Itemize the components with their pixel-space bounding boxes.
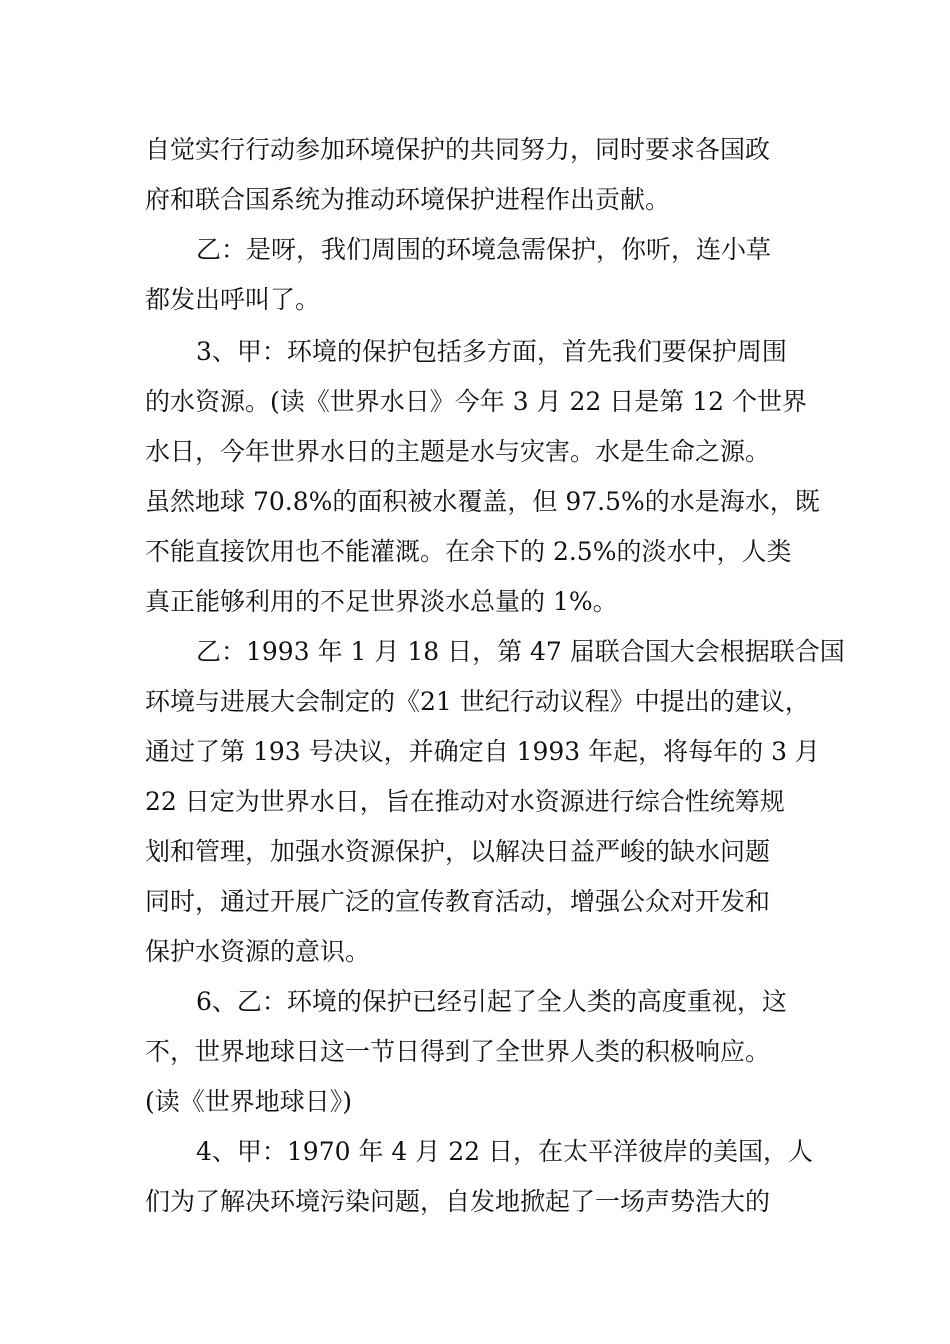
- text-line: 同时，通过开展广泛的宣传教育活动，增强公众对开发和: [145, 887, 771, 916]
- text-line: 4、甲：1970 年 4 月 22 日，在太平洋彼岸的美国，人: [196, 1137, 813, 1166]
- text-line: 22 日定为世界水日，旨在推动对水资源进行综合性统筹规: [145, 787, 785, 816]
- text-line: (读《世界地球日》): [145, 1087, 353, 1116]
- text-line: 乙：是呀，我们周围的环境急需保护，你听，连小草: [196, 235, 772, 264]
- text-line: 不，世界地球日这一节日得到了全世界人类的积极响应。: [145, 1037, 771, 1066]
- text-line: 真正能够利用的不足世界淡水总量的 1%。: [145, 587, 618, 616]
- text-line: 乙：1993 年 1 月 18 日，第 47 届联合国大会根据联合国: [196, 637, 845, 666]
- text-line: 通过了第 193 号决议，并确定自 1993 年起，将每年的 3 月: [145, 737, 820, 766]
- text-line: 都发出呼叫了。: [145, 285, 321, 314]
- text-line: 不能直接饮用也不能灌溉。在余下的 2.5%的淡水中，人类: [145, 537, 792, 566]
- text-line: 自觉实行行动参加环境保护的共同努力，同时要求各国政: [145, 135, 771, 164]
- text-line: 的水资源。(读《世界水日》今年 3 月 22 日是第 12 个世界: [145, 387, 807, 416]
- text-line: 水日，今年世界水日的主题是水与灾害。水是生命之源。: [145, 437, 771, 466]
- text-line: 府和联合国系统为推动环境保护进程作出贡献。: [145, 185, 671, 214]
- text-line: 3、甲：环境的保护包括多方面，首先我们要保护周围: [196, 337, 787, 366]
- text-line: 6、乙：环境的保护已经引起了全人类的高度重视，这: [196, 987, 787, 1016]
- text-line: 们为了解决环境污染问题，自发地掀起了一场声势浩大的: [145, 1187, 771, 1216]
- text-line: 虽然地球 70.8%的面积被水覆盖，但 97.5%的水是海水，既: [145, 487, 820, 516]
- text-line: 保护水资源的意识。: [145, 937, 371, 966]
- text-line: 环境与进展大会制定的《21 世纪行动议程》中提出的建议，: [145, 687, 810, 716]
- text-line: 划和管理，加强水资源保护，以解决日益严峻的缺水问题: [145, 837, 771, 866]
